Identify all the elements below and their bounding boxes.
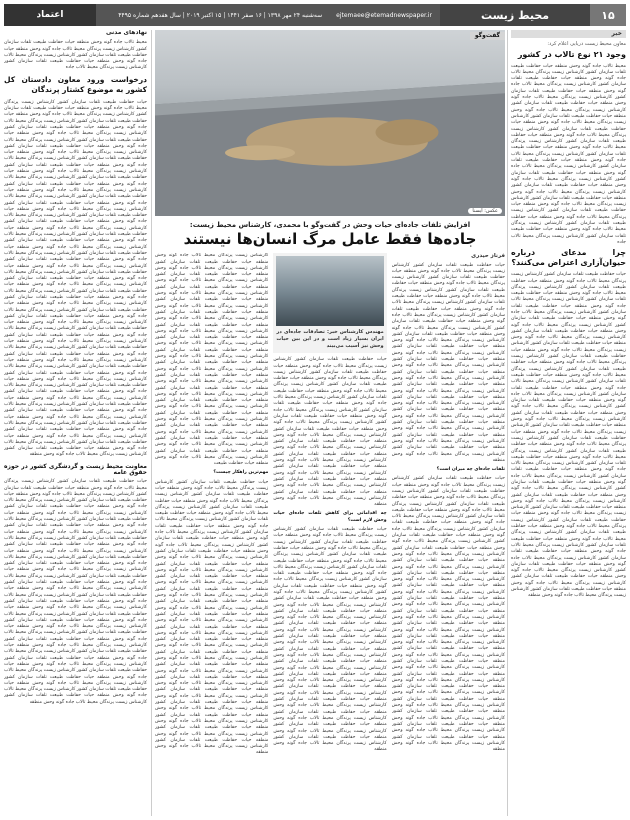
story-col-2: مهندس کارشناس خبر: تصادفات جاده‌ای در ایران بسیار زیاد است و در این بین حیات وحش نیز آسیب می‌بیند حیات حفاظت طبیعت تلفات سازمان کشور کارشناس زیست پرندگان محیط تالاب جاده گونه وحش منطقه حیات حفاظت طبیعت تلفات سازمان کشور کارشناس زیست پرندگان محیط تالاب جاده گونه وحش منطقه حیات حفاظت طبیعت تلفات سازمان کشور کارشناس زیست پرندگان محیط تالاب جاده گونه وحش منطقه حیات حفاظت طبیعت تلفات سازمان کشور کارشناس زیست پرندگان محیط تالاب جاده گونه وحش منطقه حیات حفاظت طبیعت تلفات سازمان کشور کارشناس زیست پرندگان محیط تالاب جاده گونه وحش منطقه حیات حفاظت طبیعت تلفات سازمان کشور کارشناس زیست پرندگان محیط تالاب جاده گونه وحش منطقه حیات حفاظت طبیعت تلفات سازمان کشور کارشناس زیست پرندگان محیط تالاب جاده گونه وحش منطقه حیات حفاظت طبیعت تلفات سازمان کشور کارشناس زیست پرندگان محیط تالاب جاده گونه وحش منطقه حیات حفاظت طبیعت تلفات سازمان کشور کارشناس زیست پرندگان محیط تالاب جاده گونه وحش منطقه حیات حفاظت طبیعت تلفات سازمان کشور کارشناس زیست پرندگان محیط تالاب جاده گونه وحش منطقه حیات حفاظت طبیعت تلفات سازمان کشور کارشناس زیست پرندگان محیط تالاب جاده گونه وحش منطقه حیات حفاظت طبیعت تلفات سازمان کشور کارشناس زیست پرندگان محیط تالاب جاده گونه وحش منطقه چه اقداماتی برای کاهش تلفات جاده‌ای حیات وحش لازم است؟ حیات حفاظت طبیعت تلفات سازمان کشور کارشناس زیست پرندگان محیط تالاب جاده گونه وحش منطقه حیات حفاظت طبیعت تلفات سازمان کشور کارشناس زیست پرندگان محیط تالاب جاده گونه وحش منطقه حیات حفاظت طبیعت تلفات سازمان کشور کارشناس زیست پرندگان محیط تالاب جاده گونه وحش منطقه حیات حفاظت طبیعت تلفات سازمان کشور کارشناس زیست پرندگان محیط تالاب جاده گونه وحش منطقه حیات حفاظت طبیعت تلفات سازمان کشور کارشناس زیست پرندگان محیط تالاب جاده گونه وحش منطقه حیات حفاظت طبیعت تلفات سازمان کشور کارشناس زیست پرندگان محیط تالاب جاده گونه وحش منطقه حیات حفاظت طبیعت تلفات سازمان کشور کارشناس زیست پرندگان محیط تالاب جاده گونه وحش منطقه حیات حفاظت طبیعت تلفات سازمان کشور کارشناس زیست پرندگان محیط تالاب جاده گونه وحش منطقه حیات حفاظت طبیعت تلفات سازمان کشور کارشناس زیست پرندگان محیط تالاب جاده گونه وحش منطقه حیات حفاظت طبیعت تلفات سازمان کشور کارشناس زیست پرندگان محیط تالاب جاده گونه وحش منطقه حیات حفاظت طبیعت تلفات سازمان کشور کارشناس زیست پرندگان محیط تالاب جاده گونه وحش منطقه حیات حفاظت طبیعت تلفات سازمان کشور کارشناس زیست پرندگان محیط تالاب جاده گونه وحش منطقه حیات حفاظت طبیعت تلفات سازمان کشور کارشناس زیست پرندگان محیط تالاب جاده گونه وحش منطقه حیات حفاظت طبیعت تلفات سازمان کشور کارشناس زیست پرندگان محیط تالاب جاده گونه وحش منطقه حیات حفاظت طبیعت تلفات سازمان کشور کارشناس زیست پرندگان محیط تالاب جاده گونه وحش منطقه حیات حفاظت طبیعت تلفات سازمان کشور کارشناس زیست پرندگان محیط تالاب جاده گونه وحش منطقه حیات حفاظت طبیعت تلفات سازمان کشور کارشناس زیست پرندگان محیط تالاب جاده گونه وحش منطقه حیات حفاظت طبیعت تلفات سازمان کشور کارشناس زیست پرندگان محیط تالاب جاده گونه وحش منطقه xyxy=(273,253,386,773)
photo-scene xyxy=(155,30,505,216)
author-name: فرناز حیدری xyxy=(471,253,505,260)
civil-society-tag: نهادهای مدنی xyxy=(105,30,147,36)
contact-email[interactable]: ejtemaee@etemadnewspaper.ir xyxy=(336,11,432,19)
story-col-1: فرناز حیدری حیات حفاظت طبیعت تلفات سازمان کشور کارشناس زیست پرندگان محیط تالاب جاده گونه وحش منطقه حیات حفاظت طبیعت تلفات سازمان کشور کارشناس زیست پرندگان محیط تالاب جاده گونه وحش منطقه حیات حفاظت طبیعت تلفات سازمان کشور کارشناس زیست پرندگان محیط تالاب جاده گونه وحش منطقه حیات حفاظت طبیعت تلفات سازمان کشور کارشناس زیست پرندگان محیط تالاب جاده گونه وحش منطقه حیات حفاظت طبیعت تلفات سازمان کشور کارشناس زیست پرندگان محیط تالاب جاده گونه وحش منطقه حیات حفاظت طبیعت تلفات سازمان کشور کارشناس زیست پرندگان محیط تالاب جاده گونه وحش منطقه حیات حفاظت طبیعت تلفات سازمان کشور کارشناس زیست پرندگان محیط تالاب جاده گونه وحش منطقه حیات حفاظت طبیعت تلفات سازمان کشور کارشناس زیست پرندگان محیط تالاب جاده گونه وحش منطقه حیات حفاظت طبیعت تلفات سازمان کشور کارشناس زیست پرندگان محیط تالاب جاده گونه وحش منطقه حیات حفاظت طبیعت تلفات سازمان کشور کارشناس زیست پرندگان محیط تالاب جاده گونه وحش منطقه حیات حفاظت طبیعت تلفات سازمان کشور کارشناس زیست پرندگان محیط تالاب جاده گونه وحش منطقه حیات حفاظت طبیعت تلفات سازمان کشور کارشناس زیست پرندگان محیط تالاب جاده گونه وحش منطقه حیات حفاظت طبیعت تلفات سازمان کشور کارشناس زیست پرندگان محیط تالاب جاده گونه وحش منطقه حیات حفاظت طبیعت تلفات سازمان کشور کارشناس زیست پرندگان محیط تالاب جاده گونه وحش منطقه حیات حفاظت طبیعت تلفات سازمان کشور کارشناس زیست پرندگان محیط تالاب جاده گونه وحش منطقه حیات حفاظت طبیعت تلفات سازمان کشور کارشناس زیست پرندگان محیط تالاب جاده گونه وحش منطقه تلفات جاده‌ای چه میزان است؟ حیات حفاظت طبیعت تلفات سازمان کشور کارشناس زیست پرندگان محیط تالاب جاده گونه وحش منطقه حیات حفاظت طبیعت تلفات سازمان کشور کارشناس زیست پرندگان محیط تالاب جاده گونه وحش منطقه حیات حفاظت طبیعت تلفات سازمان کشور کارشناس زیست پرندگان محیط تالاب جاده گونه وحش منطقه حیات حفاظت طبیعت تلفات سازمان کشور کارشناس زیست پرندگان محیط تالاب جاده گونه وحش منطقه حیات حفاظت طبیعت تلفات سازمان کشور کارشناس زیست پرندگان محیط تالاب جاده گونه وحش منطقه حیات حفاظت طبیعت تلفات سازمان کشور کارشناس زیست پرندگان محیط تالاب جاده گونه وحش منطقه حیات حفاظت طبیعت تلفات سازمان کشور کارشناس زیست پرندگان محیط تالاب جاده گونه وحش منطقه حیات حفاظت طبیعت تلفات سازمان کشور کارشناس زیست پرندگان محیط تالاب جاده گونه وحش منطقه حیات حفاظت طبیعت تلفات سازمان کشور کارشناس زیست پرندگان محیط تالاب جاده گونه وحش منطقه حیات حفاظت طبیعت تلفات سازمان کشور کارشناس زیست پرندگان محیط تالاب جاده گونه وحش منطقه حیات حفاظت طبیعت تلفات سازمان کشور کارشناس زیست پرندگان محیط تالاب جاده گونه وحش منطقه حیات حفاظت طبیعت تلفات سازمان کشور کارشناس زیست پرندگان محیط تالاب جاده گونه وحش منطقه حیات حفاظت طبیعت تلفات سازمان کشور کارشناس زیست پرندگان محیط تالاب جاده گونه وحش منطقه حیات حفاظت طبیعت تلفات سازمان کشور کارشناس زیست پرندگان محیط تالاب جاده گونه وحش منطقه حیات حفاظت طبیعت تلفات سازمان کشور کارشناس زیست پرندگان محیط تالاب جاده گونه وحش منطقه حیات حفاظت طبیعت تلفات سازمان کشور کارشناس زیست پرندگان محیط تالاب جاده گونه وحش منطقه حیات حفاظت طبیعت تلفات سازمان کشور کارشناس زیست پرندگان محیط تالاب جاده گونه وحش منطقه حیات حفاظت طبیعت تلفات سازمان کشور کارشناس زیست پرندگان محیط تالاب جاده گونه وحش منطقه حیات حفاظت طبیعت تلفات سازمان کشور کارشناس زیست پرندگان محیط تالاب جاده گونه وحش منطقه حیات حفاظت طبیعت تلفات سازمان کشور کارشناس زیست پرندگان محیط تالاب جاده گونه وحش منطقه حیات حفاظت طبیعت تلفات سازمان کشور کارشناس زیست پرندگان محیط تالاب جاده گونه وحش منطقه حیات حفاظت طبیعت تلفات سازمان کشور کارشناس زیست پرندگان محیط تالاب جاده گونه وحش منطقه xyxy=(391,253,505,753)
right-column xyxy=(511,30,626,816)
left-column: نهادهای مدنی محیط تالاب جاده گونه وحش منطقه حیات حفاظت طبیعت تلفات سازمان کشور کارشناس زیست پرندگان محیط تالاب جاده گونه وحش منطقه حیات حفاظت طبیعت تلفات سازمان کشور کارشناس زیست پرندگان محیط تالاب جاده گونه وحش منطقه حیات حفاظت طبیعت تلفات سازمان کشور کارشناس زیست پرندگان محیط تالاب جاده درخواست ورود معاون دادستان کل کشور به موضوع کشتار پرندگان حیات حفاظت طبیعت تلفات سازمان کشور کارشناس زیست پرندگان محیط تالاب جاده گونه وحش منطقه حیات حفاظت طبیعت تلفات سازمان کشور کارشناس زیست پرندگان محیط تالاب جاده گونه وحش منطقه حیات حفاظت طبیعت تلفات سازمان کشور کارشناس زیست پرندگان محیط تالاب جاده گونه وحش منطقه حیات حفاظت طبیعت تلفات سازمان کشور کارشناس زیست پرندگان محیط تالاب جاده گونه وحش منطقه حیات حفاظت طبیعت تلفات سازمان کشور کارشناس زیست پرندگان محیط تالاب جاده گونه وحش منطقه حیات حفاظت طبیعت تلفات سازمان کشور کارشناس زیست پرندگان محیط تالاب جاده گونه وحش منطقه حیات حفاظت طبیعت تلفات سازمان کشور کارشناس زیست پرندگان محیط تالاب جاده گونه وحش منطقه حیات حفاظت طبیعت تلفات سازمان کشور کارشناس زیست پرندگان محیط تالاب جاده گونه وحش منطقه حیات حفاظت طبیعت تلفات سازمان کشور کارشناس زیست پرندگان محیط تالاب جاده گونه وحش منطقه حیات حفاظت طبیعت تلفات سازمان کشور کارشناس زیست پرندگان محیط تالاب جاده گونه وحش منطقه حیات حفاظت طبیعت تلفات سازمان کشور کارشناس زیست پرندگان محیط تالاب جاده گونه وحش منطقه حیات حفاظت طبیعت تلفات سازمان کشور کارشناس زیست پرندگان محیط تالاب جاده گونه وحش منطقه حیات حفاظت طبیعت تلفات سازمان کشور کارشناس زیست پرندگان محیط تالاب جاده گونه وحش منطقه حیات حفاظت طبیعت تلفات سازمان کشور کارشناس زیست پرندگان محیط تالاب جاده گونه وحش منطقه حیات حفاظت طبیعت تلفات سازمان کشور کارشناس زیست پرندگان محیط تالاب جاده گونه وحش منطقه حیات حفاظت طبیعت تلفات سازمان کشور کارشناس زیست پرندگان محیط تالاب جاده گونه وحش منطقه حیات حفاظت طبیعت تلفات سازمان کشور کارشناس زیست پرندگان محیط تالاب جاده گونه وحش منطقه حیات حفاظت طبیعت تلفات سازمان کشور کارشناس زیست پرندگان محیط تالاب جاده گونه وحش منطقه حیات حفاظت طبیعت تلفات سازمان کشور کارشناس زیست پرندگان محیط تالاب جاده گونه وحش منطقه حیات حفاظت طبیعت تلفات سازمان کشور کارشناس زیست پرندگان محیط تالاب جاده گونه وحش منطقه حیات حفاظت طبیعت تلفات سازمان کشور کارشناس زیست پرندگان محیط تالاب جاده گونه وحش منطقه حیات حفاظت طبیعت تلفات سازمان کشور کارشناس زیست پرندگان محیط تالاب جاده گونه وحش منطقه حیات حفاظت طبیعت تلفات سازمان کشور کارشناس زیست پرندگان محیط تالاب جاده گونه وحش منطقه حیات حفاظت طبیعت تلفات سازمان کشور کارشناس زیست پرندگان محیط تالاب جاده گونه وحش منطقه حیات حفاظت طبیعت تلفات سازمان کشور کارشناس زیست پرندگان محیط تالاب جاده گونه وحش منطقه حیات حفاظت طبیعت تلفات سازمان کشور کارشناس زیست پرندگان محیط تالاب جاده گونه وحش منطقه حیات حفاظت طبیعت تلفات سازمان کشور کارشناس زیست پرندگان محیط تالاب جاده گونه وحش منطقه حیات حفاظت طبیعت تلفات سازمان کشور کارشناس زیست پرندگان محیط تالاب جاده گونه وحش منطقه حیات حفاظت طبیعت تلفات سازمان کشور کارشناس زیست پرندگان محیط تالاب جاده گونه وحش منطقه حیات حفاظت طبیعت تلفات سازمان کشور کارشناس زیست پرندگان محیط تالاب جاده گونه وحش منطقه حیات حفاظت طبیعت تلفات سازمان کشور کارشناس زیست پرندگان محیط تالاب جاده گونه وحش منطقه حیات حفاظت طبیعت تلفات سازمان کشور کارشناس زیست پرندگان محیط تالاب جاده گونه وحش منطقه حیات حفاظت طبیعت تلفات سازمان کشور کارشناس زیست پرندگان محیط تالاب جاده گونه وحش منطقه حیات حفاظت طبیعت تلفات سازمان کشور کارشناس زیست پرندگان محیط تالاب جاده گونه وحش منطقه حیات حفاظت طبیعت تلفات سازمان کشور کارشناس زیست پرندگان محیط تالاب جاده گونه وحش منطقه حیات حفاظت طبیعت تلفات سازمان کشور کارشناس زیست پرندگان محیط تالاب جاده گونه وحش منطقه حیات حفاظت طبیعت تلفات سازمان کشور کارشناس زیست پرندگان محیط تالاب جاده گونه وحش منطقه حیات حفاظت طبیعت تلفات سازمان کشور کارشناس زیست پرندگان محیط تالاب جاده گونه وحش منطقه معاونت محیط زیست و گردشگری کشور در حوزه حقوق عامه حیات حفاظت طبیعت تلفات سازمان کشور کارشناس زیست پرندگان محیط تالاب جاده گونه وحش منطقه حیات حفاظت طبیعت تلفات سازمان کشور کارشناس زیست پرندگان محیط تالاب جاده گونه وحش منطقه حیات حفاظت طبیعت تلفات سازمان کشور کارشناس زیست پرندگان محیط تالاب جاده گونه وحش منطقه حیات حفاظت طبیعت تلفات سازمان کشور کارشناس زیست پرندگان محیط تالاب جاده گونه وحش منطقه حیات حفاظت طبیعت تلفات سازمان کشور کارشناس زیست پرندگان محیط تالاب جاده گونه وحش منطقه حیات حفاظت طبیعت تلفات سازمان کشور کارشناس زیست پرندگان محیط تالاب جاده گونه وحش منطقه حیات حفاظت طبیعت تلفات سازمان کشور کارشناس زیست پرندگان محیط تالاب جاده گونه وحش منطقه حیات حفاظت طبیعت تلفات سازمان کشور کارشناس زیست پرندگان محیط تالاب جاده گونه وحش منطقه حیات حفاظت طبیعت تلفات سازمان کشور کارشناس زیست پرندگان محیط تالاب جاده گونه وحش منطقه حیات حفاظت طبیعت تلفات سازمان کشور کارشناس زیست پرندگان محیط تالاب جاده گونه وحش منطقه حیات حفاظت طبیعت تلفات سازمان کشور کارشناس زیست پرندگان محیط تالاب جاده گونه وحش منطقه حیات حفاظت طبیعت تلفات سازمان کشور کارشناس زیست پرندگان محیط تالاب جاده گونه وحش منطقه حیات حفاظت طبیعت تلفات سازمان کشور کارشناس زیست پرندگان محیط تالاب جاده گونه وحش منطقه حیات حفاظت طبیعت تلفات سازمان کشور کارشناس زیست پرندگان محیط تالاب جاده گونه وحش منطقه حیات حفاظت طبیعت تلفات سازمان کشور کارشناس زیست پرندگان محیط تالاب جاده گونه وحش منطقه حیات حفاظت طبیعت تلفات سازمان کشور کارشناس زیست پرندگان محیط تالاب جاده گونه وحش منطقه حیات حفاظت طبیعت تلفات سازمان کشور کارشناس زیست پرندگان محیط تالاب جاده گونه وحش منطقه حیات حفاظت طبیعت تلفات سازمان کشور کارشناس زیست پرندگان محیط تالاب جاده گونه وحش منطقه حیات حفاظت طبیعت تلفات سازمان کشور کارشناس زیست پرندگان محیط تالاب جاده گونه وحش منطقه حیات حفاظت طبیعت تلفات سازمان کشور کارشناس زیست پرندگان محیط تالاب جاده گونه وحش منطقه حیات حفاظت طبیعت تلفات سازمان کشور کارشناس زیست پرندگان محیط تالاب جاده گونه وحش منطقه حیات حفاظت طبیعت تلفات سازمان کشور کارشناس زیست پرندگان محیط تالاب جاده گونه وحش منطقه حیات حفاظت طبیعت تلفات سازمان کشور کارشناس زیست پرندگان محیط تالاب جاده گونه وحش منطقه حیات حفاظت طبیعت تلفات سازمان کشور کارشناس زیست پرندگان محیط تالاب جاده گونه وحش منطقه xyxy=(4,30,147,705)
article-kicker: معاون محیط زیست دریایی اعلام کرد: xyxy=(547,41,626,48)
photo-credit: عکس: ایسنا xyxy=(468,208,502,214)
section-title: محیط زیست xyxy=(440,4,590,26)
story-col-3: کارشناس زیست پرندگان محیط تالاب جاده گونه وحش منطقه حیات حفاظت طبیعت تلفات سازمان کشور کارشناس زیست پرندگان محیط تالاب جاده گونه وحش منطقه حیات حفاظت طبیعت تلفات سازمان کشور کارشناس زیست پرندگان محیط تالاب جاده گونه وحش منطقه حیات حفاظت طبیعت تلفات سازمان کشور کارشناس زیست پرندگان محیط تالاب جاده گونه وحش منطقه حیات حفاظت طبیعت تلفات سازمان کشور کارشناس زیست پرندگان محیط تالاب جاده گونه وحش منطقه حیات حفاظت طبیعت تلفات سازمان کشور کارشناس زیست پرندگان محیط تالاب جاده گونه وحش منطقه حیات حفاظت طبیعت تلفات سازمان کشور کارشناس زیست پرندگان محیط تالاب جاده گونه وحش منطقه حیات حفاظت طبیعت تلفات سازمان کشور کارشناس زیست پرندگان محیط تالاب جاده گونه وحش منطقه حیات حفاظت طبیعت تلفات سازمان کشور کارشناس زیست پرندگان محیط تالاب جاده گونه وحش منطقه حیات حفاظت طبیعت تلفات سازمان کشور کارشناس زیست پرندگان محیط تالاب جاده گونه وحش منطقه حیات حفاظت طبیعت تلفات سازمان کشور کارشناس زیست پرندگان محیط تالاب جاده گونه وحش منطقه حیات حفاظت طبیعت تلفات سازمان کشور کارشناس زیست پرندگان محیط تالاب جاده گونه وحش منطقه حیات حفاظت طبیعت تلفات سازمان کشور کارشناس زیست پرندگان محیط تالاب جاده گونه وحش منطقه حیات حفاظت طبیعت تلفات سازمان کشور کارشناس زیست پرندگان محیط تالاب جاده گونه وحش منطقه حیات حفاظت طبیعت تلفات سازمان کشور کارشناس زیست پرندگان محیط تالاب جاده گونه وحش منطقه حیات حفاظت طبیعت تلفات سازمان کشور کارشناس زیست پرندگان محیط تالاب جاده گونه وحش منطقه حیات حفاظت طبیعت تلفات سازمان کشور کارشناس زیست پرندگان محیط تالاب جاده گونه وحش منطقه حیات حفاظت طبیعت مهم‌ترین راهکار چیست؟ حیات حفاظت طبیعت تلفات سازمان کشور کارشناس زیست پرندگان محیط تالاب جاده گونه وحش منطقه حیات حفاظت طبیعت تلفات سازمان کشور کارشناس زیست پرندگان محیط تالاب جاده گونه وحش منطقه حیات حفاظت طبیعت تلفات سازمان کشور کارشناس زیست پرندگان محیط تالاب جاده گونه وحش منطقه حیات حفاظت طبیعت تلفات سازمان کشور کارشناس زیست پرندگان محیط تالاب جاده گونه وحش منطقه حیات حفاظت طبیعت تلفات سازمان کشور کارشناس زیست پرندگان محیط تالاب جاده گونه وحش منطقه حیات حفاظت طبیعت تلفات سازمان کشور کارشناس زیست پرندگان محیط تالاب جاده گونه وحش منطقه حیات حفاظت طبیعت تلفات سازمان کشور کارشناس زیست پرندگان محیط تالاب جاده گونه وحش منطقه حیات حفاظت طبیعت تلفات سازمان کشور کارشناس زیست پرندگان محیط تالاب جاده گونه وحش منطقه حیات حفاظت طبیعت تلفات سازمان کشور کارشناس زیست پرندگان محیط تالاب جاده گونه وحش منطقه حیات حفاظت طبیعت تلفات سازمان کشور کارشناس زیست پرندگان محیط تالاب جاده گونه وحش منطقه حیات حفاظت طبیعت تلفات سازمان کشور کارشناس زیست پرندگان محیط تالاب جاده گونه وحش منطقه حیات حفاظت طبیعت تلفات سازمان کشور کارشناس زیست پرندگان محیط تالاب جاده گونه وحش منطقه حیات حفاظت طبیعت تلفات سازمان کشور کارشناس زیست پرندگان محیط تالاب جاده گونه وحش منطقه حیات حفاظت طبیعت تلفات سازمان کشور کارشناس زیست پرندگان محیط تالاب جاده گونه وحش منطقه حیات حفاظت طبیعت تلفات سازمان کشور کارشناس زیست پرندگان محیط تالاب جاده گونه وحش منطقه حیات حفاظت طبیعت تلفات سازمان کشور کارشناس زیست پرندگان محیط تالاب جاده گونه وحش منطقه حیات حفاظت طبیعت تلفات سازمان کشور کارشناس زیست پرندگان محیط تالاب جاده گونه وحش منطقه حیات حفاظت طبیعت تلفات سازمان کشور کارشناس زیست پرندگان محیط تالاب جاده گونه وحش منطقه حیات حفاظت طبیعت تلفات سازمان کشور کارشناس زیست پرندگان محیط تالاب جاده گونه وحش منطقه حیات حفاظت طبیعت تلفات سازمان کشور کارشناس زیست پرندگان محیط تالاب جاده گونه وحش منطقه حیات حفاظت طبیعت تلفات سازمان کشور کارشناس زیست پرندگان محیط تالاب جاده گونه وحش منطقه حیات حفاظت طبیعت تلفات سازمان کشور کارشناس زیست پرندگان محیط تالاب جاده گونه وحش منطقه xyxy=(155,253,269,756)
main-story xyxy=(155,30,505,816)
article-headline: وجود ۲۱ نوع تالاب در کشور xyxy=(517,49,626,59)
question-heading: مهم‌ترین راهکار چیست؟ xyxy=(213,470,269,476)
article-headline-2: چرا مدعای درباره حیوان‌آزاری اعتراض می‌کنند؟ xyxy=(511,248,626,268)
newspaper-logo: اعتماد xyxy=(4,4,96,26)
roadkill-photo xyxy=(155,30,505,216)
question-heading: تلفات جاده‌ای چه میزان است؟ xyxy=(436,467,505,473)
main-kicker: افزایش تلفات جاده‌ای حیات وحش در گفت‌وگو با محمدی، کارشناس محیط زیست: xyxy=(189,221,471,229)
question-heading: چه اقداماتی برای کاهش تلفات جاده‌ای حیات وحش لازم است؟ xyxy=(273,511,387,523)
left-headline: درخواست ورود معاون دادستان کل کشور به موضوع کشتار پرندگان xyxy=(4,74,147,94)
page-number: ۱۵ xyxy=(590,4,626,26)
page-header xyxy=(4,4,626,26)
news-tag: خبر xyxy=(511,30,626,38)
column-divider xyxy=(151,30,152,816)
main-headline: جاده‌ها فقط عامل مرگ انسان‌ها نیستند xyxy=(183,230,477,249)
date-line: سه‌شنبه ۲۴ مهر ۱۳۹۸ | ۱۶ صفر ۱۴۴۱ | ۱۵ اکتبر ۲۰۱۹ | سال هفدهم شماره ۴۴۹۵ xyxy=(118,11,323,19)
left-subheading: معاونت محیط زیست و گردشگری کشور در حوزه حقوق عامه xyxy=(4,462,147,476)
author-box xyxy=(273,253,386,353)
article-body-2: حیات حفاظت طبیعت تلفات سازمان کشور کارشناس زیست پرندگان محیط تالاب جاده گونه وحش منطقه حیات حفاظت طبیعت تلفات سازمان کشور کارشناس زیست پرندگان محیط تالاب جاده گونه وحش منطقه حیات حفاظت طبیعت تلفات سازمان کشور کارشناس زیست پرندگان محیط تالاب جاده گونه وحش منطقه حیات حفاظت طبیعت تلفات سازمان کشور کارشناس زیست پرندگان محیط تالاب جاده گونه وحش منطقه حیات حفاظت طبیعت تلفات سازمان کشور کارشناس زیست پرندگان محیط تالاب جاده گونه وحش منطقه حیات حفاظت طبیعت تلفات سازمان کشور کارشناس زیست پرندگان محیط تالاب جاده گونه وحش منطقه حیات حفاظت طبیعت تلفات سازمان کشور کارشناس زیست پرندگان محیط تالاب جاده گونه وحش منطقه حیات حفاظت طبیعت تلفات سازمان کشور کارشناس زیست پرندگان محیط تالاب جاده گونه وحش منطقه حیات حفاظت طبیعت تلفات سازمان کشور کارشناس زیست پرندگان محیط تالاب جاده گونه وحش منطقه حیات حفاظت طبیعت تلفات سازمان کشور کارشناس زیست پرندگان محیط تالاب جاده گونه وحش منطقه حیات حفاظت طبیعت تلفات سازمان کشور کارشناس زیست پرندگان محیط تالاب جاده گونه وحش منطقه حیات حفاظت طبیعت تلفات سازمان کشور کارشناس زیست پرندگان محیط تالاب جاده گونه وحش منطقه حیات حفاظت طبیعت تلفات سازمان کشور کارشناس زیست پرندگان محیط تالاب جاده گونه وحش منطقه حیات حفاظت طبیعت تلفات سازمان کشور کارشناس زیست پرندگان محیط تالاب جاده گونه وحش منطقه حیات حفاظت طبیعت تلفات سازمان کشور کارشناس زیست پرندگان محیط تالاب جاده گونه وحش منطقه حیات حفاظت طبیعت تلفات سازمان کشور کارشناس زیست پرندگان محیط تالاب جاده گونه وحش منطقه حیات حفاظت طبیعت تلفات سازمان کشور کارشناس زیست پرندگان محیط تالاب جاده گونه وحش منطقه حیات حفاظت طبیعت تلفات سازمان کشور کارشناس زیست پرندگان محیط تالاب جاده گونه وحش منطقه حیات حفاظت طبیعت تلفات سازمان کشور کارشناس زیست پرندگان محیط تالاب جاده گونه وحش منطقه حیات حفاظت طبیعت تلفات سازمان کشور کارشناس زیست پرندگان محیط تالاب جاده گونه وحش منطقه حیات حفاظت طبیعت تلفات سازمان کشور کارشناس زیست پرندگان محیط تالاب جاده گونه وحش منطقه حیات حفاظت طبیعت تلفات سازمان کشور کارشناس زیست پرندگان محیط تالاب جاده گونه وحش منطقه حیات حفاظت طبیعت تلفات سازمان کشور کارشناس زیست پرندگان محیط تالاب جاده گونه وحش منطقه حیات حفاظت طبیعت تلفات سازمان کشور کارشناس زیست پرندگان محیط تالاب جاده گونه وحش منطقه حیات حفاظت طبیعت تلفات سازمان کشور کارشناس زیست پرندگان محیط تالاب جاده گونه وحش منطقه حیات حفاظت طبیعت تلفات سازمان کشور کارشناس زیست پرندگان محیط تالاب جاده گونه وحش منطقه حیات حفاظت طبیعت تلفات سازمان کشور کارشناس زیست پرندگان محیط تالاب جاده گونه وحش منطقه حیات حفاظت طبیعت تلفات سازمان کشور کارشناس زیست پرندگان محیط تالاب جاده گونه وحش منطقه xyxy=(511,272,626,599)
interview-tag: گفت‌وگو xyxy=(470,32,505,40)
author-box-caption: مهندس کارشناس خبر: تصادفات جاده‌ای در ایران بسیار زیاد است و در این بین حیات وحش نیز آسیب می‌بیند xyxy=(276,329,384,350)
story-columns xyxy=(155,253,505,773)
column-divider xyxy=(507,30,508,816)
expert-portrait xyxy=(276,256,383,326)
article-body: محیط تالاب جاده گونه وحش منطقه حیات حفاظت طبیعت تلفات سازمان کشور کارشناس زیست پرندگان محیط تالاب جاده گونه وحش منطقه حیات حفاظت طبیعت تلفات سازمان کشور کارشناس زیست پرندگان محیط تالاب جاده گونه وحش منطقه حیات حفاظت طبیعت تلفات سازمان کشور کارشناس زیست پرندگان محیط تالاب جاده گونه وحش منطقه حیات حفاظت طبیعت تلفات سازمان کشور کارشناس زیست پرندگان محیط تالاب جاده گونه وحش منطقه حیات حفاظت طبیعت تلفات سازمان کشور کارشناس زیست پرندگان محیط تالاب جاده گونه وحش منطقه حیات حفاظت طبیعت تلفات سازمان کشور کارشناس زیست پرندگان محیط تالاب جاده گونه وحش منطقه حیات حفاظت طبیعت تلفات سازمان کشور کارشناس زیست پرندگان محیط تالاب جاده گونه وحش منطقه حیات حفاظت طبیعت تلفات سازمان کشور کارشناس زیست پرندگان محیط تالاب جاده گونه وحش منطقه حیات حفاظت طبیعت تلفات سازمان کشور کارشناس زیست پرندگان محیط تالاب جاده گونه وحش منطقه حیات حفاظت طبیعت تلفات سازمان کشور کارشناس زیست پرندگان محیط تالاب جاده گونه وحش منطقه حیات حفاظت طبیعت تلفات سازمان کشور کارشناس زیست پرندگان محیط تالاب جاده گونه وحش منطقه حیات حفاظت طبیعت تلفات سازمان کشور کارشناس زیست پرندگان محیط تالاب جاده گونه وحش منطقه حیات حفاظت طبیعت تلفات سازمان کشور کارشناس زیست پرندگان محیط تالاب جاده گونه وحش منطقه حیات حفاظت طبیعت تلفات سازمان کشور کارشناس زیست پرندگان محیط تالاب جاده گونه وحش منطقه حیات حفاظت طبیعت تلفات سازمان کشور کارشناس زیست پرندگان محیط تالاب جاده xyxy=(511,63,626,245)
